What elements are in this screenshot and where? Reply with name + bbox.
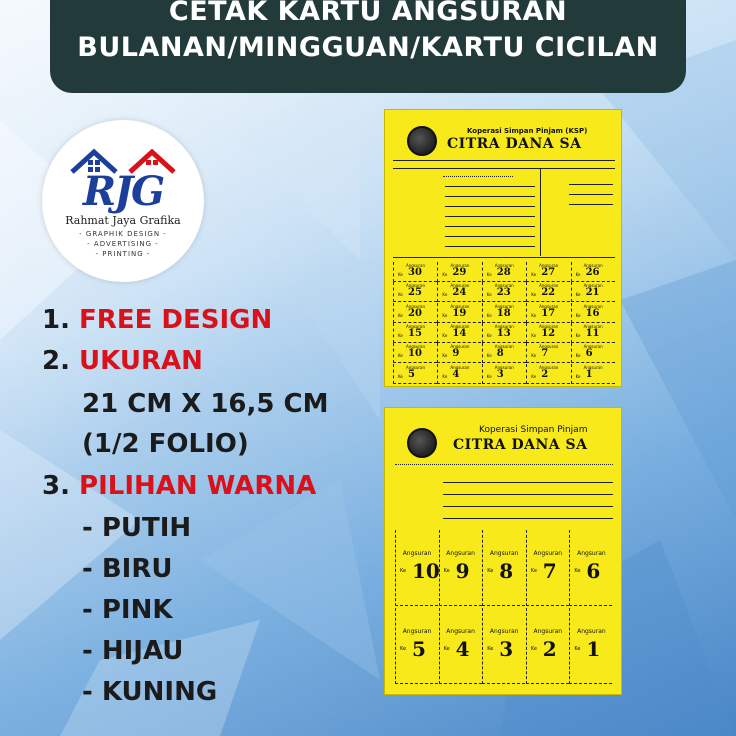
installment-number: 30 — [408, 267, 422, 278]
form-line — [445, 216, 535, 217]
ke-label: Ke — [486, 272, 492, 277]
installment-slot — [526, 530, 569, 606]
ke-label: Ke — [575, 373, 581, 379]
installment-slot — [482, 364, 526, 384]
installment-label: Angsuran — [450, 263, 470, 268]
installment-label: Angsuran — [494, 283, 514, 289]
ke-label: Ke — [398, 272, 403, 277]
installment-slot — [571, 282, 615, 302]
installment-label: Angsuran — [583, 323, 603, 329]
ke-label: Ke — [530, 568, 537, 574]
installment-label: Angsuran — [450, 364, 470, 370]
ke-label: Ke — [486, 373, 492, 379]
ke-label: Ke — [575, 353, 581, 359]
installment-number: 9 — [455, 559, 470, 583]
installment-label: Angsuran — [446, 628, 475, 635]
installment-number: 25 — [408, 287, 422, 299]
logo-service-2: - ADVERTISING - — [87, 240, 159, 248]
installment-number: 6 — [585, 348, 593, 360]
installment-label: Angsuran — [539, 344, 559, 350]
card-org: Koperasi Simpan Pinjam (KSP) — [467, 127, 588, 135]
installment-number: 24 — [452, 287, 467, 299]
ke-label: Ke — [486, 292, 492, 298]
installment-label: Angsuran — [405, 364, 426, 370]
installment-slot — [437, 364, 481, 384]
installment-number: 5 — [412, 637, 426, 661]
installment-label: Angsuran — [494, 303, 514, 309]
logo-service-3: - PRINTING - — [95, 250, 151, 258]
installment-slot — [569, 608, 612, 684]
ke-label: Ke — [531, 373, 537, 379]
ke-label: Ke — [400, 568, 407, 574]
installment-label: Angsuran — [539, 364, 559, 370]
size-value: 21 CM X 16,5 CM — [82, 389, 329, 419]
ke-label: Ke — [531, 353, 537, 359]
color-option-kuning: - KUNING — [82, 677, 218, 707]
installment-card-10 — [384, 407, 622, 695]
installment-slot — [482, 530, 525, 606]
form-line — [445, 196, 535, 197]
installment-number: 9 — [452, 348, 460, 360]
card-org: Koperasi Simpan Pinjam — [479, 425, 588, 435]
ke-label: Ke — [575, 332, 581, 338]
form-line — [443, 482, 613, 483]
installment-label: Angsuran — [494, 364, 514, 370]
form-line — [445, 236, 535, 237]
installment-label: Angsuran — [583, 283, 603, 289]
card-name: CITRA DANA SA — [447, 136, 582, 152]
installment-slot — [526, 303, 570, 323]
ke-label: Ke — [443, 568, 450, 574]
installment-label: Angsuran — [583, 263, 603, 268]
installment-number: 28 — [496, 267, 511, 278]
size-note: (1/2 FOLIO) — [82, 429, 249, 459]
installment-slot — [482, 303, 526, 323]
installment-label: Angsuran — [446, 550, 475, 557]
ke-label: Ke — [443, 646, 450, 652]
ke-label: Ke — [531, 272, 537, 277]
installment-label: Angsuran — [539, 263, 559, 268]
ke-label: Ke — [486, 312, 492, 318]
card-name: CITRA DANA SA — [453, 437, 588, 453]
form-line — [569, 194, 613, 195]
ke-label: Ke — [398, 373, 403, 379]
divider — [393, 257, 615, 258]
installment-slot — [482, 282, 526, 302]
installment-number: 3 — [499, 637, 514, 661]
feature-number: 3. — [42, 471, 70, 501]
installment-slot — [437, 303, 481, 323]
ke-label: Ke — [442, 373, 448, 379]
ke-label: Ke — [531, 292, 537, 298]
installment-number: 23 — [496, 287, 511, 299]
form-line — [569, 184, 613, 185]
installment-slot — [439, 530, 482, 606]
installment-slot — [439, 608, 482, 684]
installment-grid — [393, 262, 615, 384]
ke-label: Ke — [442, 292, 448, 298]
form-divider — [540, 168, 541, 256]
installment-slot — [526, 282, 570, 302]
ke-label: Ke — [575, 292, 581, 298]
installment-number: 14 — [452, 327, 467, 339]
ke-label: Ke — [442, 312, 448, 318]
logo-mark: RJG — [82, 168, 164, 215]
installment-slot — [571, 262, 615, 282]
feature-free-design — [42, 305, 272, 335]
form-line — [445, 246, 535, 247]
color-option-biru: - BIRU — [82, 554, 173, 584]
ke-label: Ke — [531, 332, 537, 338]
installment-slot — [395, 608, 438, 684]
installment-grid — [395, 530, 613, 690]
form-line — [569, 204, 613, 205]
installment-slot — [437, 323, 481, 343]
ke-label: Ke — [398, 332, 403, 338]
installment-number: 8 — [499, 559, 514, 583]
installment-label: Angsuran — [450, 323, 470, 329]
feature-label: FREE DESIGN — [79, 305, 273, 335]
installment-label: Angsuran — [489, 550, 519, 557]
form-line — [445, 186, 535, 187]
installment-number: 16 — [585, 307, 600, 319]
ke-label: Ke — [442, 272, 448, 277]
installment-label: Angsuran — [533, 550, 563, 557]
installment-number: 7 — [541, 348, 549, 360]
installment-number: 1 — [585, 368, 593, 380]
installment-slot — [437, 343, 481, 363]
installment-label: Angsuran — [583, 303, 603, 309]
feature-label: PILIHAN WARNA — [79, 471, 317, 501]
ke-label: Ke — [486, 332, 492, 338]
installment-slot — [571, 323, 615, 343]
installment-number: 13 — [496, 327, 511, 339]
feature-label: UKURAN — [79, 346, 203, 376]
installment-label: Angsuran — [405, 323, 426, 329]
installment-slot — [393, 343, 437, 363]
installment-number: 4 — [455, 637, 470, 661]
installment-slot — [571, 364, 615, 384]
ke-label: Ke — [398, 312, 403, 318]
installment-label: Angsuran — [405, 344, 426, 350]
installment-card-30 — [384, 109, 622, 387]
installment-slot — [526, 323, 570, 343]
banner-line-2: BULANAN/MINGGUAN/KARTU CICILAN — [77, 32, 659, 63]
installment-slot — [571, 303, 615, 323]
ke-label: Ke — [487, 568, 494, 574]
ke-label: Ke — [487, 646, 494, 652]
installment-number: 2 — [541, 368, 549, 380]
installment-number: 19 — [452, 307, 467, 319]
divider — [393, 168, 615, 169]
installment-slot — [526, 608, 569, 684]
feature-number: 1. — [42, 305, 70, 335]
installment-label: Angsuran — [402, 628, 432, 635]
installment-slot — [437, 282, 481, 302]
installment-label: Angsuran — [405, 303, 426, 309]
installment-number: 15 — [408, 327, 422, 339]
installment-label: Angsuran — [405, 283, 426, 289]
installment-label: Angsuran — [583, 344, 603, 350]
installment-slot — [393, 282, 437, 302]
form-line — [443, 176, 513, 177]
feature-size — [42, 346, 203, 376]
feature-number: 2. — [42, 346, 70, 376]
installment-label: Angsuran — [539, 303, 559, 309]
installment-number: 18 — [496, 307, 511, 319]
installment-slot — [393, 303, 437, 323]
installment-slot — [393, 323, 437, 343]
logo-company-name: Rahmat Jaya Grafika — [65, 214, 181, 227]
ke-label: Ke — [575, 312, 581, 318]
installment-label: Angsuran — [539, 283, 559, 289]
form-line — [443, 494, 613, 495]
installment-slot — [482, 608, 525, 684]
ke-label: Ke — [574, 646, 581, 652]
installment-slot — [526, 364, 570, 384]
installment-number: 11 — [585, 327, 600, 339]
installment-number: 21 — [585, 287, 600, 299]
installment-number: 7 — [542, 559, 557, 583]
installment-number: 17 — [541, 307, 556, 319]
installment-label: Angsuran — [450, 303, 470, 309]
installment-label: Angsuran — [494, 263, 514, 268]
installment-number: 2 — [542, 637, 557, 661]
installment-number: 8 — [496, 348, 504, 360]
installment-slot — [393, 364, 437, 384]
installment-slot — [437, 262, 481, 282]
installment-number: 26 — [585, 267, 600, 278]
ke-label: Ke — [398, 353, 403, 359]
color-option-pink: - PINK — [82, 595, 173, 625]
installment-number: 10 — [412, 559, 440, 583]
installment-number: 27 — [541, 267, 556, 278]
divider — [393, 160, 615, 161]
installment-label: Angsuran — [405, 263, 426, 268]
installment-label: Angsuran — [402, 550, 432, 557]
ke-label: Ke — [531, 312, 537, 318]
color-option-putih: - PUTIH — [82, 513, 192, 543]
ke-label: Ke — [530, 646, 537, 652]
installment-number: 22 — [541, 287, 556, 299]
ke-label: Ke — [398, 292, 403, 298]
installment-slot — [393, 262, 437, 282]
installment-slot — [482, 323, 526, 343]
installment-label: Angsuran — [577, 628, 606, 635]
ke-label: Ke — [442, 353, 448, 359]
title-banner — [50, 0, 686, 93]
installment-slot — [526, 343, 570, 363]
installment-number: 5 — [408, 368, 415, 380]
ke-label: Ke — [400, 646, 407, 652]
ke-label: Ke — [442, 332, 448, 338]
installment-number: 6 — [586, 559, 601, 583]
installment-number: 3 — [496, 368, 504, 380]
installment-label: Angsuran — [494, 323, 514, 329]
form-line — [445, 226, 535, 227]
installment-label: Angsuran — [489, 628, 519, 635]
installment-label: Angsuran — [450, 344, 470, 350]
installment-label: Angsuran — [583, 364, 603, 370]
installment-slot — [526, 262, 570, 282]
installment-slot — [571, 343, 615, 363]
installment-number: 29 — [452, 267, 467, 278]
installment-number: 10 — [408, 348, 422, 360]
installment-slot — [569, 530, 612, 606]
installment-label: Angsuran — [577, 550, 606, 557]
installment-label: Angsuran — [450, 283, 470, 289]
logo-service-1: - GRAPHIK DESIGN - — [79, 230, 167, 238]
cooperative-emblem-icon — [407, 126, 437, 156]
form-line — [443, 506, 613, 507]
form-line — [395, 464, 613, 465]
ke-label: Ke — [575, 272, 581, 277]
installment-slot — [395, 530, 438, 606]
ke-label: Ke — [574, 568, 581, 574]
rjg-logo — [42, 120, 204, 282]
installment-number: 20 — [408, 307, 422, 319]
installment-slot — [482, 343, 526, 363]
form-line — [445, 206, 535, 207]
feature-colors — [42, 471, 316, 501]
form-line — [443, 518, 613, 519]
color-option-hijau: - HIJAU — [82, 636, 184, 666]
ke-label: Ke — [486, 353, 492, 359]
installment-label: Angsuran — [494, 344, 514, 350]
banner-line-1: CETAK KARTU ANGSURAN — [168, 0, 568, 27]
installment-number: 12 — [541, 327, 556, 339]
installment-number: 1 — [586, 637, 601, 661]
installment-number: 4 — [452, 368, 460, 380]
installment-label: Angsuran — [533, 628, 563, 635]
installment-slot — [482, 262, 526, 282]
installment-label: Angsuran — [539, 323, 559, 329]
cooperative-emblem-icon — [407, 428, 437, 458]
